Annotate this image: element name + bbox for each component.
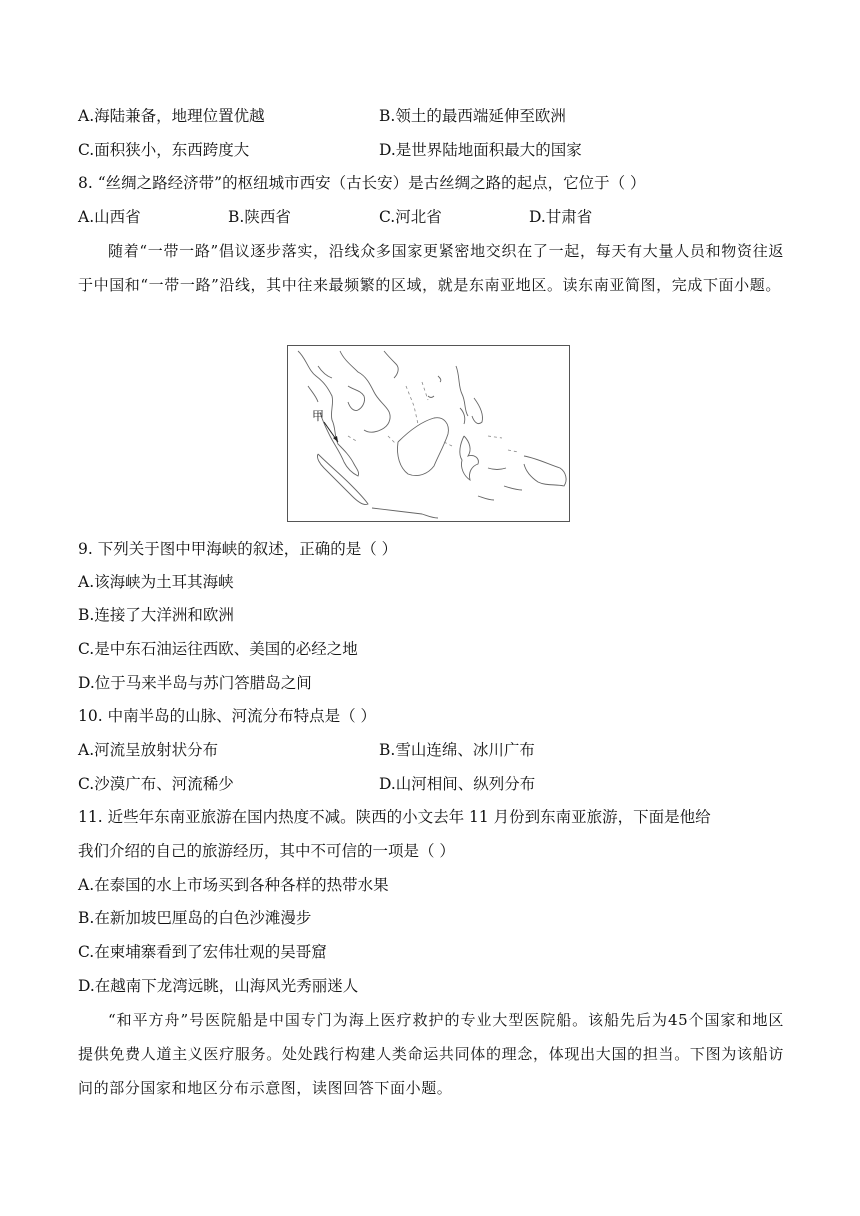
q7-option-a: A.海陆兼备，地理位置优越 [78,107,265,125]
q9-stem: 9. 下列关于图中甲海峡的叙述，正确的是（ ） [78,540,398,558]
q11-stem-line2: 我们介绍的自己的旅游经历，其中不可信的一项是（ ） [78,842,455,860]
q8-option-a: A.山西省 [78,208,141,226]
q9-option-c: C.是中东石油运往西欧、美国的必经之地 [78,640,358,658]
q11-stem-line1: 11. 近些年东南亚旅游在国内热度不减。陕西的小文去年 11 月份到东南亚旅游，下面是他给 [78,808,711,826]
q11-option-a: A.在泰国的水上市场买到各种各样的热带水果 [78,876,389,894]
intro-hospital-ship: “和平方舟”号医院船是中国专门为海上医疗救护的专业大型医院船。该船先后为45个国家和地区提供免费人道主义医疗服务。处处践行构建人类命运共同体的理念，体现出大国的担当。下图为该船访问的部分国家和地区分布示意图，读图回答下面小题。 [78,1011,784,1097]
q8-option-d: D.甘肃省 [529,208,593,226]
q7-option-d: D.是世界陆地面积最大的国家 [379,141,582,159]
q11-option-b: B.在新加坡巴厘岛的白色沙滩漫步 [78,909,312,927]
intro-southeast-asia: 随着“一带一路”倡议逐步落实，沿线众多国家更紧密地交织在了一起，每天有大量人员和物资往返于中国和“一带一路”沿线，其中往来最频繁的区域，就是东南亚地区。读东南亚简图，完成下面小题。 [78,242,784,294]
q10-option-d: D.山河相间、纵列分布 [379,775,536,793]
q9-option-b: B.连接了大洋洲和欧洲 [78,606,234,624]
q8-option-c: C.河北省 [379,208,442,226]
q10-option-c: C.沙漠广布、河流稀少 [78,775,234,793]
q10-option-a: A.河流呈放射状分布 [78,741,219,759]
southeast-asia-map [287,345,570,522]
southeast-asia-map-drawing [288,346,568,520]
q7-option-b: B.领土的最西端延伸至欧洲 [379,107,566,125]
q9-option-d: D.位于马来半岛与苏门答腊岛之间 [78,674,312,692]
q10-option-b: B.雪山连绵、冰川广布 [379,741,535,759]
q11-option-d: D.在越南下龙湾远眺，山海风光秀丽迷人 [78,977,359,995]
q9-option-a: A.该海峡为土耳其海峡 [78,573,234,591]
map-label-jia: 甲 [312,409,325,423]
q10-stem: 10. 中南半岛的山脉、河流分布特点是（ ） [78,707,377,725]
q8-stem: 8. “丝绸之路经济带”的枢纽城市西安（古长安）是古丝绸之路的起点，它位于（ ） [78,174,646,192]
q7-option-c: C.面积狭小，东西跨度大 [78,141,250,159]
q11-option-c: C.在柬埔寨看到了宏伟壮观的吴哥窟 [78,943,327,961]
q8-option-b: B.陕西省 [228,208,291,226]
